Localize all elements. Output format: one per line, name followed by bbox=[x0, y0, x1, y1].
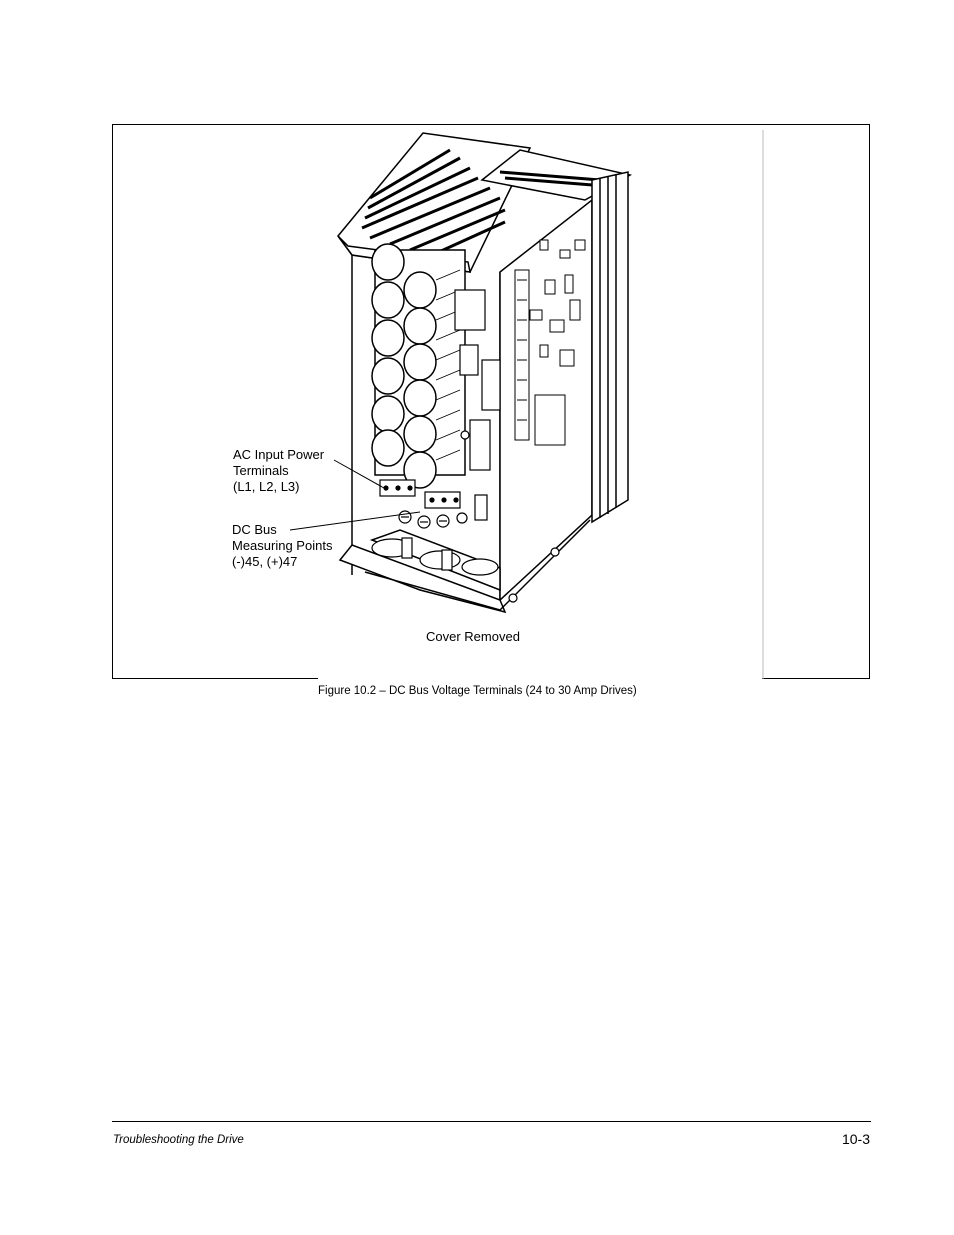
capacitor-bank bbox=[372, 244, 465, 488]
ac-input-power-callout bbox=[233, 447, 324, 495]
callout-line: DC Bus bbox=[232, 522, 277, 537]
callout-line: Terminals bbox=[233, 463, 289, 478]
callout-line: AC Input Power bbox=[233, 447, 325, 462]
dc-bus-callout bbox=[232, 522, 332, 570]
page-number: 10-3 bbox=[841, 1131, 870, 1147]
footer-rule bbox=[112, 1121, 871, 1122]
callout-line: (-)45, (+)47 bbox=[232, 554, 298, 569]
cover-removed-label: Cover Removed bbox=[426, 629, 520, 644]
footer-section-title: Troubleshooting the Drive bbox=[113, 1134, 244, 1146]
callout-line: Measuring Points bbox=[232, 538, 333, 553]
heatsink bbox=[592, 172, 628, 522]
terminal-blocks bbox=[380, 480, 487, 528]
callout-line: (L1, L2, L3) bbox=[233, 479, 300, 494]
figure-caption: Figure 10.2 – DC Bus Voltage Terminals (24 to 30 Amp Drives) bbox=[318, 685, 637, 697]
